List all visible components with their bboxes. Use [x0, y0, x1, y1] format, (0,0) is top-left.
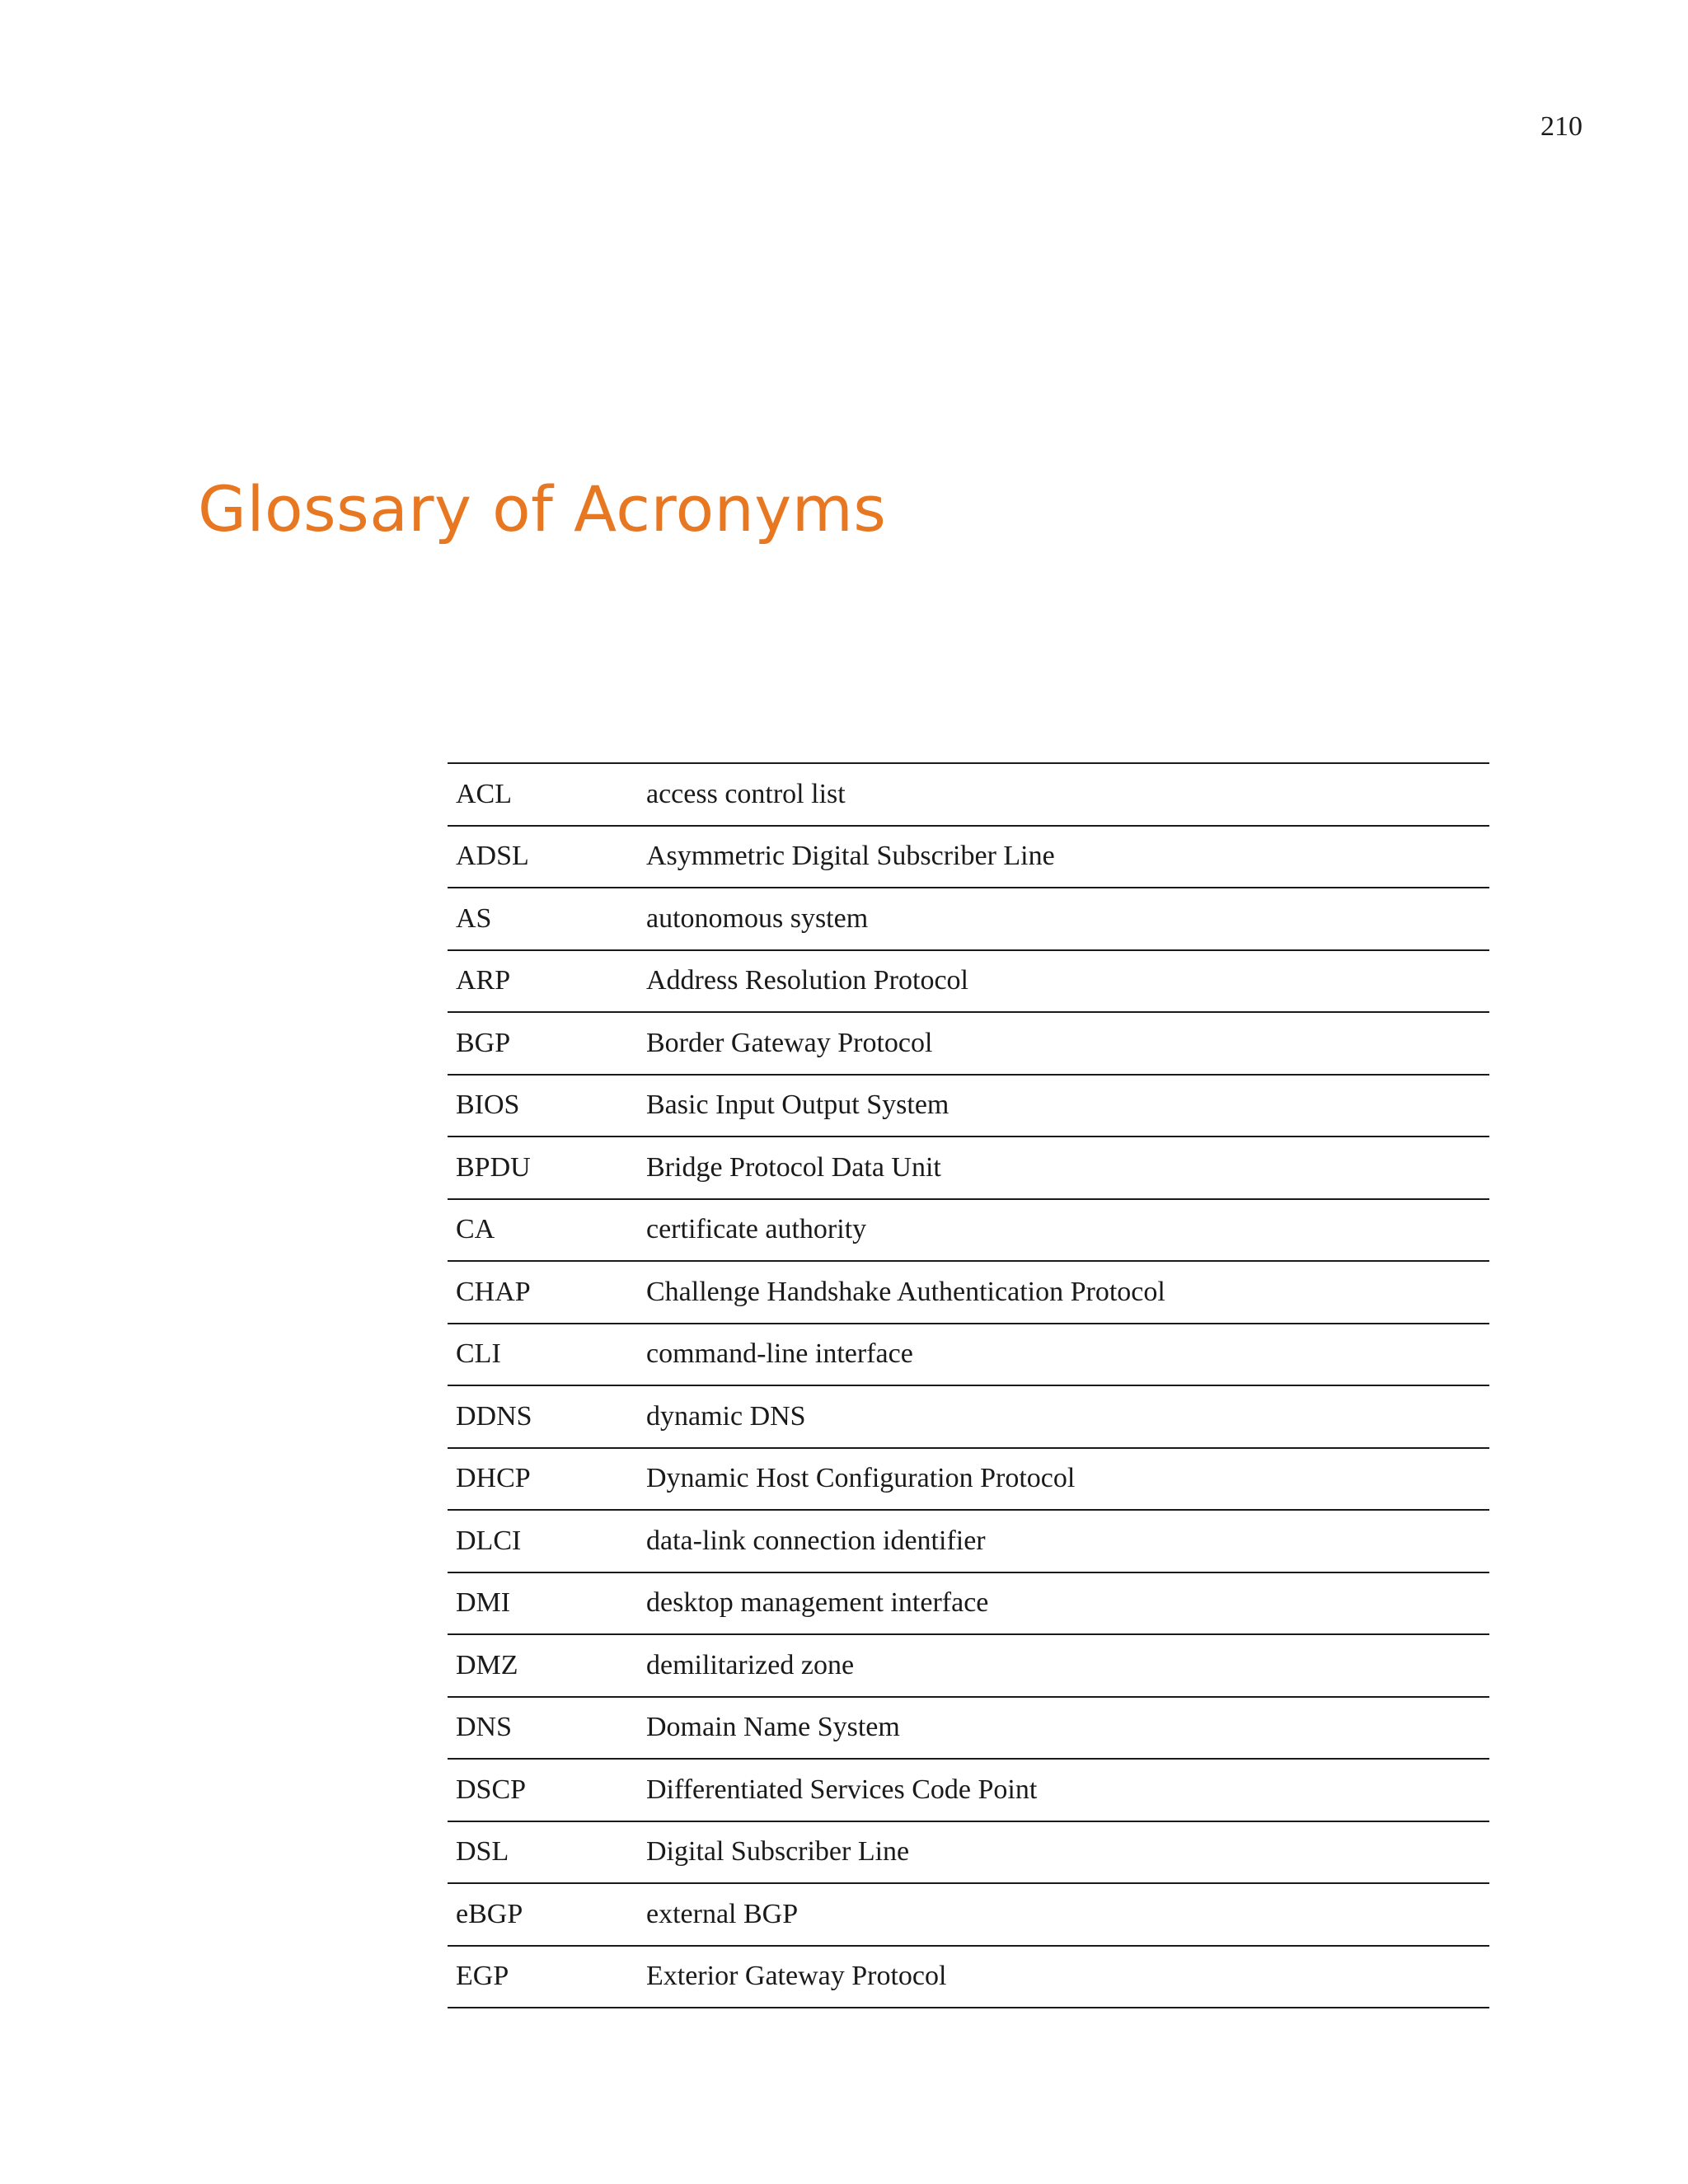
definition-cell: Domain Name System: [646, 1712, 900, 1743]
glossary-row: [448, 1013, 1489, 1076]
acronym-cell: BGP: [456, 1027, 511, 1058]
glossary-row: [448, 951, 1489, 1014]
acronym-cell: BPDU: [456, 1151, 531, 1183]
definition-cell: command-line interface: [646, 1338, 913, 1370]
acronym-cell: CHAP: [456, 1276, 531, 1307]
glossary-table: [448, 762, 1489, 2008]
acronym-cell: DNS: [456, 1712, 513, 1743]
acronym-cell: CA: [456, 1214, 495, 1245]
acronym-cell: AS: [456, 902, 492, 934]
definition-cell: demilitarized zone: [646, 1649, 855, 1680]
acronym-cell: EGP: [456, 1961, 509, 1992]
glossary-row: [448, 1635, 1489, 1698]
definition-cell: dynamic DNS: [646, 1400, 806, 1432]
page-title: Glossary of Acronyms: [198, 472, 887, 546]
acronym-cell: eBGP: [456, 1898, 523, 1929]
acronym-cell: ARP: [456, 965, 511, 996]
acronym-cell: DSCP: [456, 1774, 527, 1805]
definition-cell: access control list: [646, 778, 846, 809]
definition-cell: external BGP: [646, 1898, 799, 1929]
acronym-cell: ACL: [456, 778, 512, 809]
glossary-row: [448, 1324, 1489, 1387]
glossary-row: [448, 1386, 1489, 1449]
glossary-row: [448, 1822, 1489, 1885]
definition-cell: Dynamic Host Configuration Protocol: [646, 1463, 1076, 1494]
glossary-row: [448, 888, 1489, 951]
definition-cell: data-link connection identifier: [646, 1525, 986, 1556]
glossary-row: [448, 827, 1489, 889]
definition-cell: Asymmetric Digital Subscriber Line: [646, 841, 1055, 872]
glossary-row: [448, 1947, 1489, 2009]
acronym-cell: DMI: [456, 1587, 511, 1619]
definition-cell: desktop management interface: [646, 1587, 989, 1619]
glossary-row: [448, 1137, 1489, 1200]
definition-cell: certificate authority: [646, 1214, 867, 1245]
definition-cell: autonomous system: [646, 902, 869, 934]
glossary-row: [448, 1076, 1489, 1138]
acronym-cell: DMZ: [456, 1649, 518, 1680]
definition-cell: Address Resolution Protocol: [646, 965, 968, 996]
page-number: 210: [1540, 111, 1582, 142]
acronym-cell: CLI: [456, 1338, 501, 1370]
definition-cell: Exterior Gateway Protocol: [646, 1961, 947, 1992]
glossary-row: [448, 764, 1489, 827]
definition-cell: Basic Input Output System: [646, 1090, 950, 1121]
acronym-cell: DDNS: [456, 1400, 532, 1432]
glossary-row: [448, 1884, 1489, 1947]
definition-cell: Digital Subscriber Line: [646, 1836, 910, 1868]
glossary-row: [448, 1698, 1489, 1760]
acronym-cell: BIOS: [456, 1090, 520, 1121]
glossary-row: [448, 1573, 1489, 1636]
glossary-row: [448, 1760, 1489, 1822]
acronym-cell: ADSL: [456, 841, 529, 872]
definition-cell: Differentiated Services Code Point: [646, 1774, 1038, 1805]
acronym-cell: DSL: [456, 1836, 509, 1868]
glossary-row: [448, 1511, 1489, 1573]
acronym-cell: DHCP: [456, 1463, 531, 1494]
definition-cell: Bridge Protocol Data Unit: [646, 1151, 941, 1183]
acronym-cell: DLCI: [456, 1525, 522, 1556]
definition-cell: Border Gateway Protocol: [646, 1027, 933, 1058]
glossary-row: [448, 1449, 1489, 1511]
glossary-row: [448, 1200, 1489, 1263]
glossary-row: [448, 1262, 1489, 1324]
definition-cell: Challenge Handshake Authentication Protocol: [646, 1276, 1165, 1307]
